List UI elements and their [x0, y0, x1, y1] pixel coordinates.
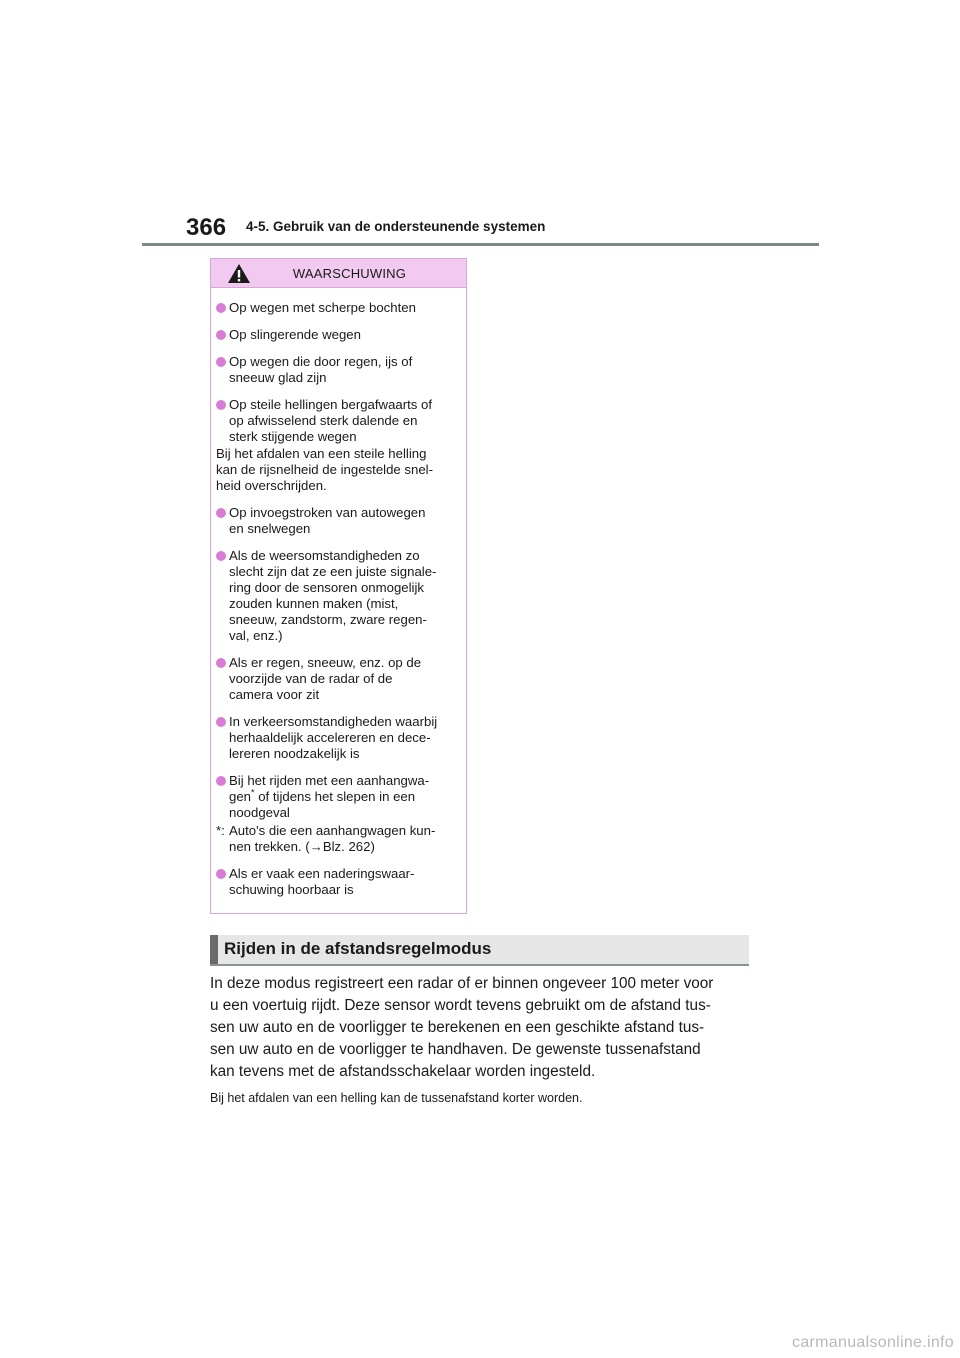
warning-title: WAARSCHUWING	[292, 265, 407, 281]
list-item-text: In verkeersomstandigheden waarbij herhaaldelijk accelereren en dece- lereren noodzakelijk is	[229, 714, 438, 761]
list-item-text: Als er regen, sneeuw, enz. op de voorzijde van de radar of de camera voor zit	[229, 655, 422, 702]
list-item	[216, 714, 458, 762]
list-item-text: Als er vaak een naderingswaar- schuwing hoorbaar is	[229, 866, 415, 897]
list-item	[216, 505, 458, 537]
warning-box	[210, 258, 467, 914]
list-item	[216, 773, 458, 821]
warning-list	[211, 288, 466, 898]
page-number: 366	[186, 214, 227, 241]
list-item	[216, 327, 458, 343]
bullet-icon	[216, 400, 226, 410]
list-item-text: Op invoegstroken van autowegen en snelwegen	[229, 505, 426, 536]
bullet-icon	[216, 869, 226, 879]
list-item	[216, 300, 458, 316]
section-heading: Rijden in de afstandsregelmodus	[224, 939, 492, 958]
list-item	[216, 354, 458, 386]
footnote-marker: *	[251, 787, 255, 798]
warning-note: Bij het afdalen van een steile helling kan de rijsnelheid de ingestelde snel- heid overschrijden.	[216, 446, 434, 493]
list-item-text: Op wegen die door regen, ijs of sneeuw glad zijn	[229, 354, 413, 385]
warning-triangle-icon	[227, 263, 251, 284]
header-rule	[142, 243, 819, 246]
body-paragraph: In deze modus registreert een radar of er binnen ongeveer 100 meter voor u een voertuig rijdt. Deze sensor wordt tevens gebruikt om de afstand tus- sen uw auto en de voorligger te berekenen en een geschikte afstand tus- sen uw auto en de voorligger te handhaven. De gewenste tussenafstand kan tevens met de afstandsschakelaar worden ingesteld.	[210, 975, 714, 1080]
small-note: Bij het afdalen van een helling kan de tussenafstand korter worden.	[210, 1091, 583, 1105]
bullet-icon	[216, 776, 226, 786]
section-title: 4-5. Gebruik van de ondersteunende systemen	[246, 219, 546, 234]
list-item	[216, 548, 458, 644]
list-item-text: Als de weersomstandigheden zo slecht zijn dat ze een juiste signale- ring door de sensoren onmogelijk zouden kunnen maken (mist, sneeuw, zandstorm, zware regen- val, enz.)	[229, 548, 437, 643]
section-heading-bar	[210, 935, 749, 966]
warning-header	[211, 259, 466, 288]
list-item-text: Op steile hellingen bergafwaarts of op afwisselend sterk dalende en sterk stijgende wegen	[229, 397, 433, 444]
list-item	[216, 397, 458, 445]
watermark: carmanualsonline.info	[792, 1334, 954, 1351]
bullet-icon	[216, 717, 226, 727]
trailer-text-after: of tijdens het slepen in een noodgeval	[229, 789, 416, 820]
bullet-icon	[216, 330, 226, 340]
bullet-icon	[216, 357, 226, 367]
bullet-icon	[216, 508, 226, 518]
bullet-icon	[216, 303, 226, 313]
list-item	[216, 866, 458, 898]
bullet-icon	[216, 658, 226, 668]
trailer-text-before: Bij het rijden met een aanhangwa- gen	[229, 773, 430, 804]
list-item-text: Op wegen met scherpe bochten	[229, 300, 416, 315]
footnote-text: Auto's die een aanhangwagen kun- nen trekken. (→Blz. 262)	[229, 823, 436, 854]
footnote	[216, 823, 458, 855]
list-item-text: Op slingerende wegen	[229, 327, 361, 342]
bullet-icon	[216, 551, 226, 561]
list-item-text	[229, 773, 458, 821]
footnote-mark: *:	[216, 823, 225, 838]
list-item	[216, 655, 458, 703]
